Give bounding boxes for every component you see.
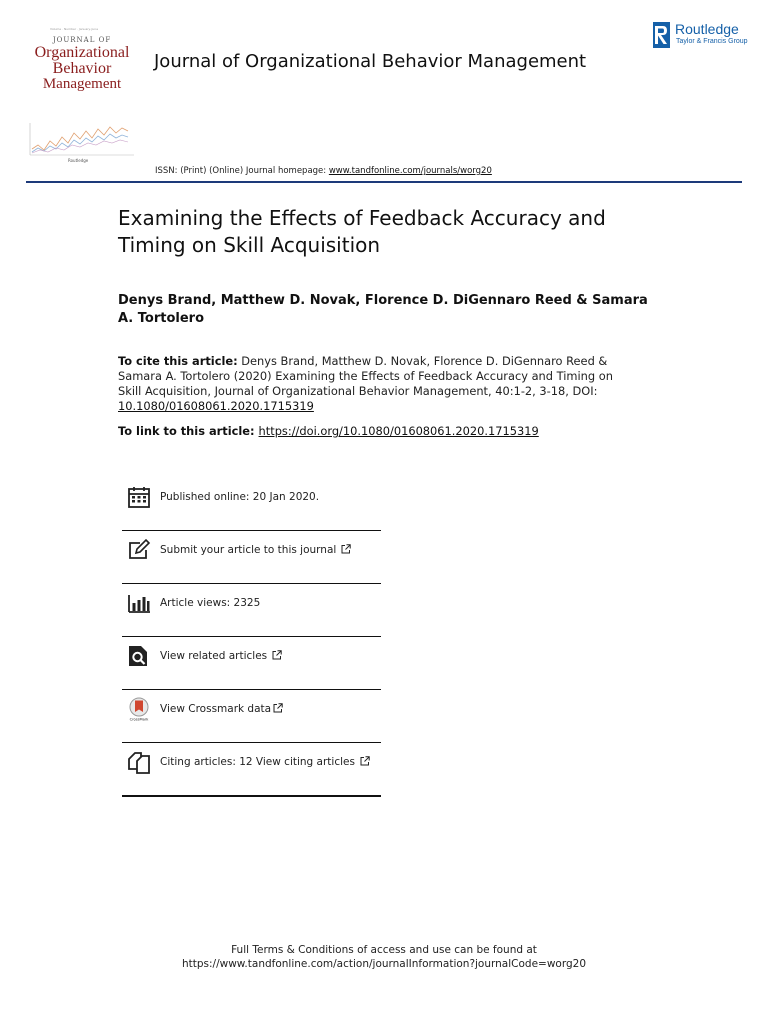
article-title: Examining the Effects of Feedback Accuracy and Timing on Skill Acquisition [118, 206, 606, 257]
citation-block [118, 354, 618, 414]
publisher-group: Taylor & Francis Group [676, 38, 748, 45]
terms-line: Full Terms & Conditions of access and use can be found at [231, 944, 537, 956]
published-online-row [122, 478, 381, 531]
article-link-line [118, 424, 539, 438]
link-label: To link to this article: [118, 424, 255, 438]
bar-chart-icon [127, 591, 151, 615]
submit-article-link[interactable] [160, 544, 351, 556]
journal-cover-thumbnail [28, 24, 136, 172]
citing-articles-link[interactable] [160, 756, 370, 768]
calendar-icon [127, 485, 151, 509]
external-link-icon [360, 756, 370, 766]
cover-publisher: Routledge [68, 158, 89, 163]
related-articles-label: View related articles [160, 650, 268, 662]
article-views-row [122, 584, 381, 637]
submit-article-label: Submit your article to this journal [160, 544, 337, 556]
related-articles-row[interactable] [122, 637, 381, 690]
cover-title-line-3: Management [42, 76, 122, 92]
cite-doi-link[interactable]: 10.1080/01608061.2020.1715319 [118, 399, 314, 413]
article-info-list [122, 478, 381, 797]
terms-footer [0, 943, 768, 971]
publisher-logo[interactable] [653, 20, 748, 50]
cover-title-line-1: Organizational [34, 44, 130, 61]
cover-issue-line: Volume · Number · January-June [50, 27, 99, 31]
related-articles-link[interactable] [160, 650, 282, 662]
published-online-text: Published online: 20 Jan 2020. [160, 491, 320, 503]
terms-url[interactable]: https://www.tandfonline.com/action/journalInformation?journalCode=worg20 [182, 958, 586, 970]
external-link-icon [273, 703, 283, 713]
publisher-name: Routledge [675, 21, 739, 37]
issn-text: ISSN: (Print) (Online) Journal homepage: [155, 166, 329, 176]
search-document-icon [127, 644, 151, 668]
journal-homepage-link[interactable]: www.tandfonline.com/journals/worg20 [328, 166, 492, 176]
article-views-text: Article views: 2325 [160, 597, 261, 609]
cover-graph-artwork [28, 119, 136, 159]
crossmark-icon [127, 697, 151, 721]
header-divider [26, 181, 742, 183]
issn-line [155, 166, 492, 176]
crossmark-link[interactable] [160, 703, 283, 715]
citing-articles-row[interactable] [122, 743, 381, 797]
crossmark-row[interactable] [122, 690, 381, 743]
cite-text: Denys Brand, Matthew D. Novak, Florence D. DiGennaro Reed & Samara A. Tortolero (2020) Examining the Effects of Feedback Accuracy and Timing on Skill Acquisition, Journal of Organizational Behavior Management, 40:1-2, 3-18, DOI: [118, 354, 613, 398]
citing-icon [127, 750, 151, 774]
external-link-icon [341, 544, 351, 554]
crossmark-icon-label: CrossMark [129, 717, 149, 721]
cover-title-line-2: Behavior [52, 60, 112, 77]
citing-articles-label: Citing articles: 12 View citing articles [160, 756, 355, 768]
journal-title: Journal of Organizational Behavior Management [154, 51, 587, 72]
routledge-logo-icon [653, 22, 670, 48]
edit-icon [127, 538, 151, 562]
cite-label: To cite this article: [118, 354, 238, 368]
submit-article-row[interactable] [122, 531, 381, 584]
external-link-icon [272, 650, 282, 660]
article-authors: Denys Brand, Matthew D. Novak, Florence D. DiGennaro Reed & Samara A. Tortolero [118, 293, 648, 326]
cover-small-title: JOURNAL OF [52, 36, 112, 44]
article-doi-link[interactable]: https://doi.org/10.1080/01608061.2020.1715319 [258, 424, 539, 438]
crossmark-label: View Crossmark data [160, 703, 272, 715]
